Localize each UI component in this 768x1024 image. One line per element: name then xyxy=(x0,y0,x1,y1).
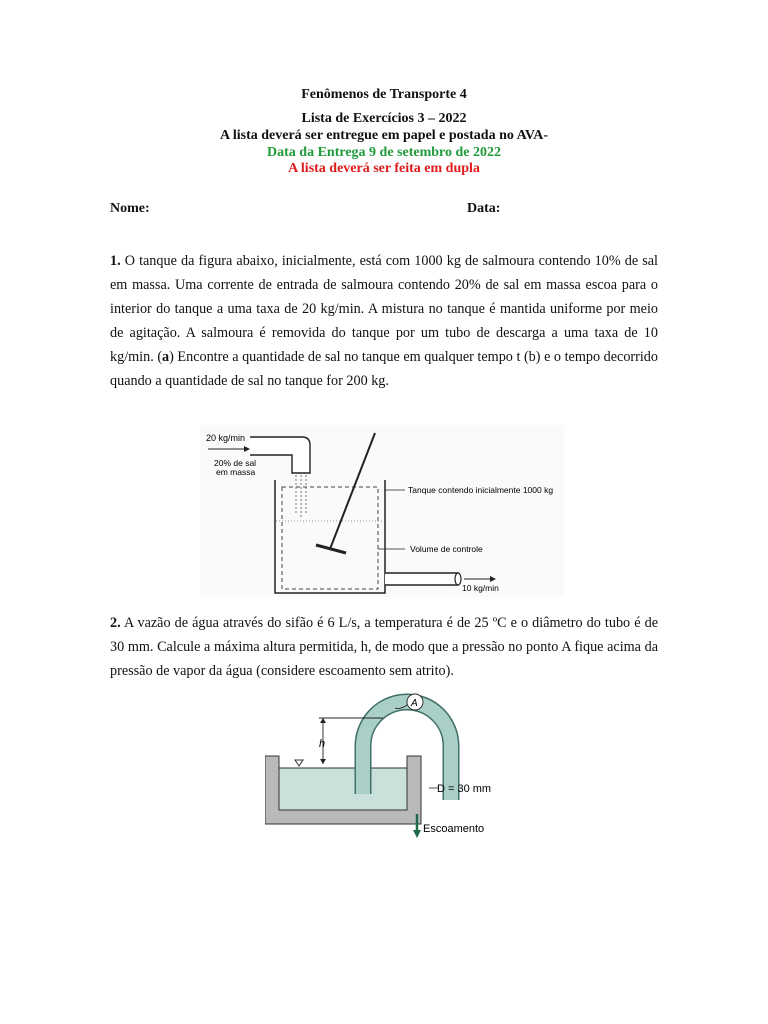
tank-figure xyxy=(200,425,564,597)
question-2-number: 2. xyxy=(110,615,121,631)
inlet-concentration-label-2: em massa xyxy=(216,467,256,477)
question-1-part-a: a xyxy=(162,349,170,365)
inlet-rate-label: 20 kg/min xyxy=(206,433,246,443)
date-label: Data: xyxy=(467,201,501,216)
question-1-number: 1. xyxy=(110,253,121,269)
water-level-symbol xyxy=(295,760,303,766)
flow-arrowhead xyxy=(413,830,421,838)
question-2-body: A vazão de água através do sifão é 6 L/s, a temperatura é de 25 ºC e o diâmetro do tubo é de 30 mm. Calcule a máxima altura permitida, h, de modo que a pressão no ponto A fique acima da pressão de vapor da água (considere escoamento sem atrito). xyxy=(110,615,658,679)
flow-label: Escoamento xyxy=(423,823,485,835)
outlet-pipe-end xyxy=(455,573,461,585)
height-label: h xyxy=(319,738,326,750)
question-2-text xyxy=(110,611,658,683)
inlet-concentration-label-1: 20% de sal xyxy=(214,458,257,468)
reservoir-water xyxy=(279,768,407,810)
outlet-pipe xyxy=(385,573,458,585)
siphon-figure xyxy=(265,690,501,845)
name-label: Nome: xyxy=(110,201,150,216)
question-1-text-b: ) Encontre a quantidade de sal no tanque em qualquer tempo t (b) e o tempo decorrido quando a quantidade de sal no tanque for 200 kg. xyxy=(110,349,658,389)
h-arrowhead-top xyxy=(320,718,326,723)
due-date: Data da Entrega 9 de setembro de 2022 xyxy=(267,145,501,160)
question-1-text xyxy=(110,249,658,393)
submission-instruction: A lista deverá ser entregue em papel e postada no AVA- xyxy=(220,128,548,143)
point-a-label: A xyxy=(411,698,418,709)
tank-label: Tanque contendo inicialmente 1000 kg xyxy=(408,485,554,495)
list-title: Lista de Exercícios 3 – 2022 xyxy=(301,111,467,126)
outlet-rate-label: 10 kg/min xyxy=(462,583,499,593)
pairs-note: A lista deverá ser feita em dupla xyxy=(288,161,480,176)
control-volume-label: Volume de controle xyxy=(410,544,483,554)
course-title: Fenômenos de Transporte 4 xyxy=(301,87,467,102)
question-1-text-a: O tanque da figura abaixo, inicialmente, está com 1000 kg de salmoura contendo 10% de sal em massa. Uma corrente de entrada de salmoura contendo 20% de sal em massa escoa para o interior do tanque a uma taxa de 20 kg/min. A mistura no tanque é mantida uniforme por meio de agitação. A salmoura é removida do tanque por um tubo de descarga a uma taxa de 10 kg/min. ( xyxy=(110,253,659,365)
diameter-label: D = 30 mm xyxy=(437,783,492,795)
h-arrowhead-bottom xyxy=(320,759,326,764)
